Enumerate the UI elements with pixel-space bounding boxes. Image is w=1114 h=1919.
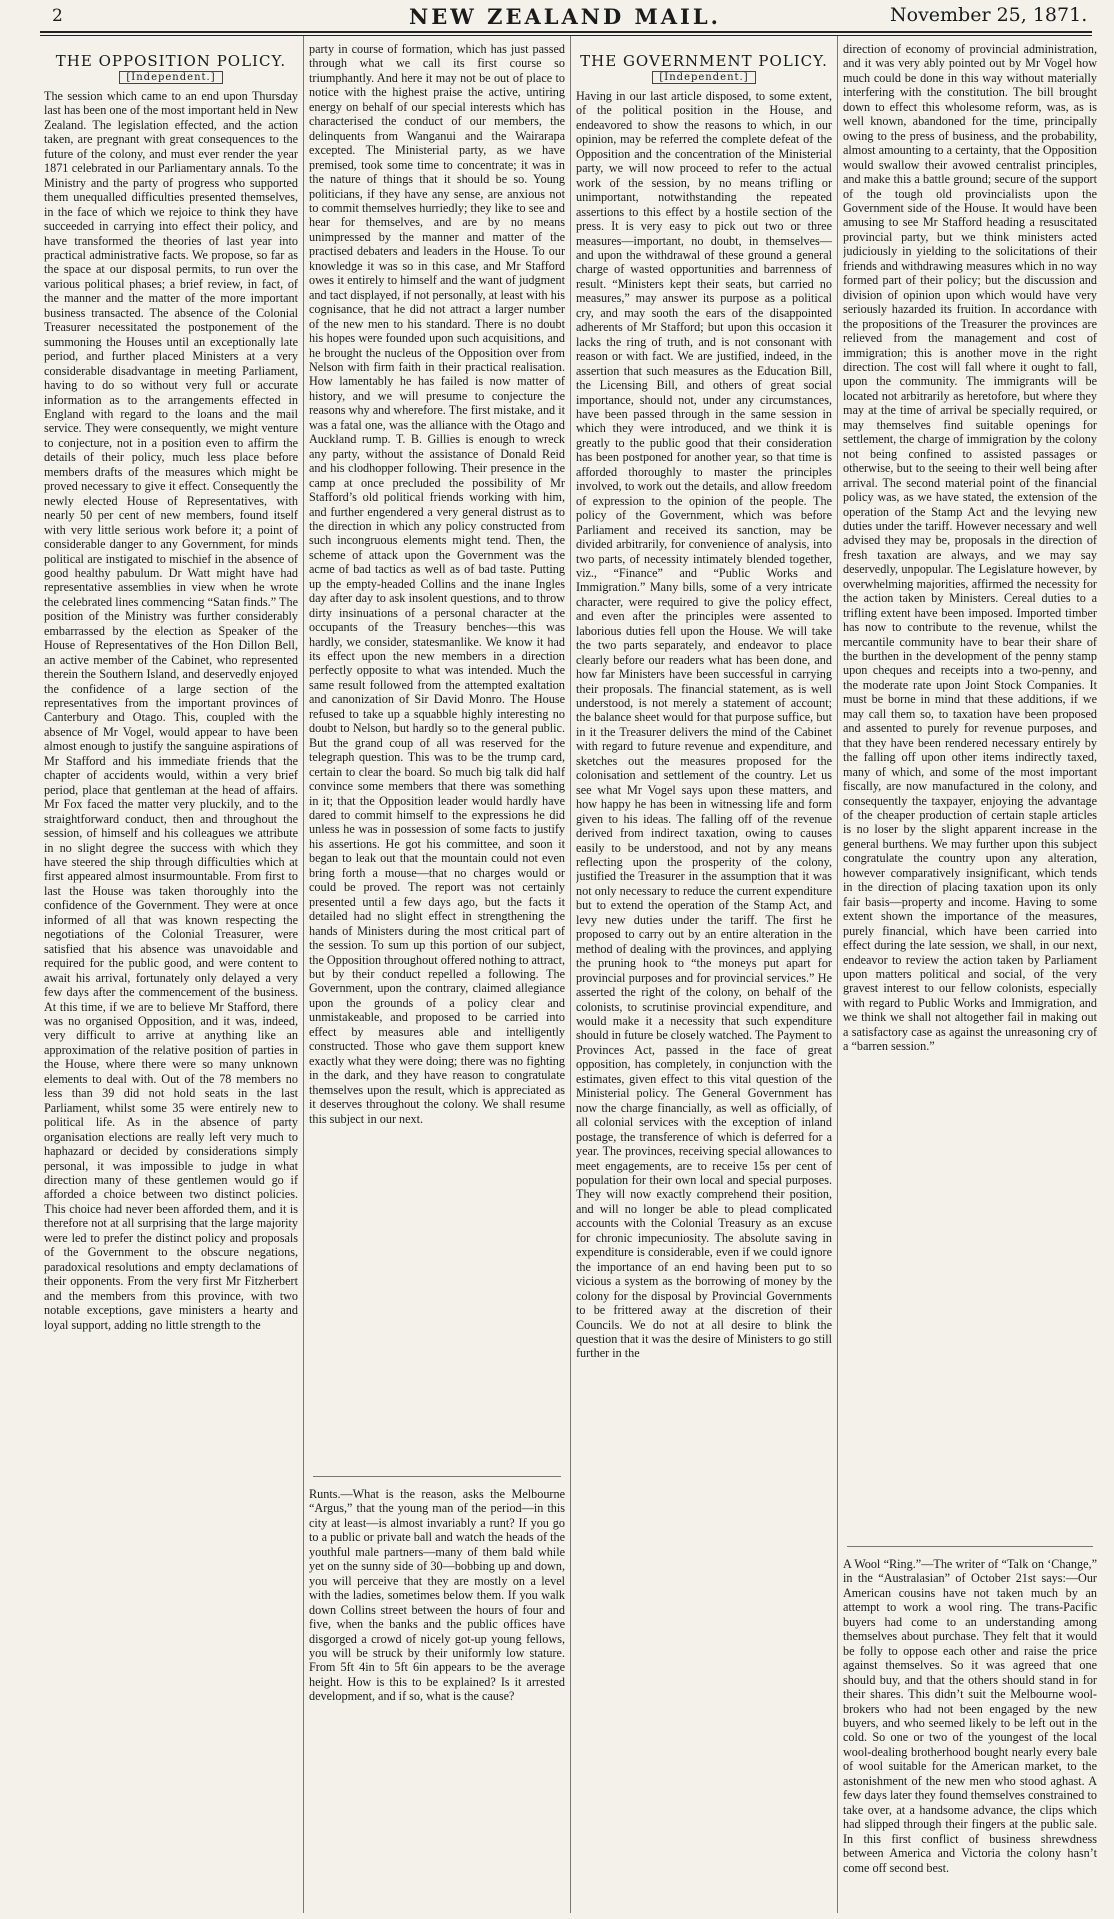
page-number: 2 <box>52 6 63 26</box>
masthead <box>0 0 1114 30</box>
column-1 <box>44 42 298 1913</box>
newspaper-title: NEW ZEALAND MAIL. <box>409 4 721 29</box>
article-separator <box>313 1476 561 1477</box>
article-headline: THE GOVERNMENT POLICY. <box>580 52 828 70</box>
column-3 <box>576 42 832 1913</box>
article-body-continued: direction of economy of provincial administration, and it was very ably pointed out by Mr Vogel how much could be done in this way without materially interfering with the constitution. The bill brought down to effect this wholesome reform, was, as is well known, abandoned for the time, principally owing to the press of business, and the probability, almost amounting to a certainty, that the Opposition would swallow their avowed centralist principles, and make this a battle ground; secure of the support of the tough old provincialists upon the Government side of the House. It would have been amusing to see Mr Stafford heading a resuscitated provincial party, but we think ministers acted judiciously in yielding to the solicitations of their friends and withdrawing measures which in no way formed part of their policy; but the discussion and division of opinion upon which would have very seriously hazarded its fruition. In accordance with the propositions of the Treasurer the provinces are relieved from the management and cost of immigration; this is another move in the right direction. The cost will fall where it ought to fall, upon the community. The immigrants will be located not arbitrarily as heretofore, but where they may at the time of arrival be specially required, or may themselves find suitable openings for settlement, the charge of immigration by the colony not being confined to assisted passages or otherwise, but to the seeing to their well being after arrival. The second material point of the financial policy was, as we have stated, the extension of the operation of the Stamp Act and the levying new duties under the tariff. However necessary and well advised they may be, proposals in the direction of fresh taxation are always, and we may say deservedly, unpopular. The Legislature however, by overwhelming majorities, affirmed the necessity for the action taken by Ministers. Cereal duties to a trifling extent have been imposed. Imported timber has now to contribute to the revenue, whilst the mercantile community have to bear their share of the burthen in the development of the penny stamp upon cheques and receipts into a two-penny, and the moderate rate upon Joint Stock Companies. It must be borne in mind that these additions, if we may call them so, to taxation have been proposed and assented to purely for revenue purposes, and that they have been rendered necessary entirely by the falling off upon other items indirectly taxed, many of which, and some of the most important fiscally, are now manufactured in the colony, and consequently the taxpayer, enjoying the advantage of the cheaper production of certain staple articles is no loser by the slight apparent increase in the general burthens. We may further upon this subject congratulate the country upon any alteration, however comparatively insignificant, which tends in the direction of placing taxation upon its only fair basis—property and income. Having to some extent shown the importance of the measures, purely financial, which have been carried into effect during the late session, we shall, in our next, endeavor to review the action taken by Parliament upon matters political and social, of the very gravest interest to our fellow colonists, especially with regard to Public Works and Immigration, and we think we shall not altogether fail in making out a satisfactory case as against the unreasoning cry of a “barren session.” <box>843 42 1097 1054</box>
column-divider <box>837 36 838 1913</box>
article-body: Having in our last article disposed, to some extent, of the political position in the House, and endeavored to show the reasons to which, in our opinion, may be referred the complete defeat of the Opposition and the concentration of the Ministerial party, we will now proceed to refer to the actual work of the session, by no means trifling or unimportant, notwithstanding the repeated assertions to this effect by a hostile section of the press. It is very easy to pick out two or three measures—important, no doubt, in themselves—and upon the withdrawal of these ground a general charge of wasted opportunities and barrenness of result. “Ministers kept their seats, but carried no measures,” may answer its purpose as a political cry, and may sooth the ears of the disappointed adherents of Mr Stafford; but upon this occasion it lacks the ring of truth, and is not consonant with reason or with fact. We are justified, indeed, in the assertion that such measures as the Education Bill, the Licensing Bill, and others of great social importance, should not, under any circumstances, have been passed through in the same session in which they were introduced, and we think it is greatly to the public good that their consideration has been postponed for another year, so that time is afforded thoroughly to master the principles involved, to work out the details, and allow freedom of expression to the opinion of the people. The policy of the Government, which was before Parliament and received its sanction, may be divided arbitrarily, for convenience of analysis, into two parts, of necessity intimately blended together, viz., “Finance” and “Public Works and Immigration.” Many bills, some of a very intricate character, were required to give the policy effect, and even after the principles were assented to laborious duties fell upon the House. We will take the two parts separately, and endeavor to place clearly before our readers what has been done, and how far Ministers have been successful in carrying their proposals. The financial statement, as is well understood, is not merely a statement of account; the balance sheet would for that purpose suffice, but in it the Treasurer delivers the mind of the Cabinet with regard to future revenue and expenditure, and sketches out the measures proposed for the colonisation and settlement of the country. Let us see what Mr Vogel says upon these matters, and how happy he has been in witnessing life and form given to his ideas. The falling off of the revenue derived from indirect taxation, owing to causes easily to be understood, and not by any means reflecting upon the prosperity of the colony, justified the Treasurer in the assumption that it was not only necessary to reduce the current expenditure but to extend the operation of the Stamp Act, and levy new duties under the tariff. The first he proposed to carry out by an entire alteration in the method of dealing with the provinces, and applying the pruning hook to “the moneys put apart for provincial purposes and for provincial services.” He asserted the right of the colony, on behalf of the colonists, to scrutinise provincial expenditure, and would make it a necessity that such expenditure should in future be closely watched. The Payment to Provinces Act, passed in the face of great opposition, has completely, in conjunction with the estimates, given effect to this vital question of the Ministerial policy. The General Government has now the charge financially, as well as officially, of all colonial services with the exception of inland postage, the transference of which is deferred for a year. The provinces, receiving special allowances to meet engagements, are to receive 15s per cent of population for their own local and special purposes. They will now exactly comprehend their position, and will no longer be able to plead complicated accounts with the Colonial Treasury as an excuse for chronic impecuniosity. The absolute saving in expenditure is considerable, even if we could ignore the importance of an end having been put to so vicious a system as the borrowing of money by the colony for the disposal by Provincial Governments to be frittered away at the discretion of their Councils. We do not at all desire to blink the question that it was the desire of Ministers to go still further in the <box>576 89 832 1361</box>
article-body-continued: party in course of formation, which has just passed through what we call its first course so triumphantly. And here it may not be out of place to notice with the highest praise the active, untiring energy on behalf of our special interests which has characterised the conduct of our members, the delinquents from Wanganui and the Wairarapa excepted. The Ministerial party, as we have premised, took some time to concentrate; it was in the nature of things that it should be so. Young politicians, if they have any sense, are anxious not to commit themselves hurriedly; they like to see and hear for themselves, and are by no means unimpressed by the manner and matter of the practised debaters and leaders in the House. To our knowledge it was so in this case, and Mr Stafford owes it entirely to himself and the want of judgment and tact displayed, if not personally, at least with his cognisance, that he did not attract a larger number of the new men to his standard. There is no doubt his hopes were founded upon such acquisitions, and he brought the nucleus of the Opposition over from Nelson with firm faith in their practical realisation. How lamentably he has failed is now matter of history, and we will presume to conjecture the reasons why and wherefore. The first mistake, and it was a fatal one, was the alliance with the Otago and Auckland rump. T. B. Gillies is enough to wreck any party, without the assistance of Donald Reid and his clodhopper following. Their presence in the camp at once precluded the possibility of Mr Stafford’s old political friends working with him, and further engendered a very general distrust as to the direction in which any policy constructed from such incongruous elements might tend. Then, the scheme of attack upon the Government was the acme of bad tactics as well as of bad taste. Putting up the empty-headed Collins and the inane Ingles day after day to ask insolent questions, and to throw dirty insinuations of a personal character at the occupants of the Treasury benches—this was hardly, we consider, statesmanlike. We know it had its effect upon the new members in a direction perfectly opposite to what was intended. Much the same result followed from the attempted exaltation and canonization of Sir David Monro. The House refused to take up a squabble highly interesting no doubt to Nelson, but hardly so to the general public. But the grand coup of all was reserved for the telegraph question. This was to be the trump card, certain to clear the board. So much big talk did half convince some members that there was something in it; that the Opposition leader would hardly have dared to commit himself to the expressions he did unless he was in possession of some facts to justify his assertions. He got his committee, and soon it began to leak out that the mountain could not even bring forth a mouse—that no charges would or could be proved. The report was not certainly presented until a few days ago, but the facts it detailed had no slight effect in strengthening the hands of Ministers during the most critical part of the session. To sum up this portion of our subject, the Opposition throughout offered nothing to attract, but by their conduct repelled a following. The Government, upon the contrary, claimed allegiance upon the grounds of a policy clear and unmistakeable, and proposed to be carried into effect by measures able and intelligently constructed. Those who gave them support knew exactly what they were doing; there was no fighting in the dark, and they have reason to congratulate themselves upon the result, which is appreciated as it deserves throughout the colony. We shall resume this subject in our next. <box>309 42 565 1126</box>
column-2 <box>309 42 565 1913</box>
masthead-rule <box>40 31 1092 33</box>
article-separator <box>847 1546 1093 1547</box>
column-4 <box>843 42 1097 1913</box>
paragraph-runts: Runts.—What is the reason, asks the Melbourne “Argus,” that the young man of the period—in this city at least—is almost invariably a runt? If you go to a public or private ball and watch the heads of the youthful male partners—many of them bald while yet on the sunny side of 30—bobbing up and down, you will perceive that they are mostly on a level with the ladies, sometimes below them. If you walk down Collins street between the hours of four and five, when the banks and the public offices have disgorged a crowd of nicely got-up young fellows, you will be struck by their uniformly low stature. From 5ft 4in to 5ft 6in appears to be the average height. How is this to be explained? Is it arrested development, and if so, what is the cause? <box>309 1487 565 1704</box>
issue-date: November 25, 1871. <box>890 4 1088 26</box>
article-tag: [Independent.] <box>652 71 755 84</box>
column-divider <box>570 36 571 1913</box>
article-tag: [Independent.] <box>119 71 222 84</box>
article-body: The session which came to an end upon Thursday last has been one of the most important held in New Zealand. The legislation effected, and the action taken, are pregnant with great consequences to the future of the colony, and must ever render the year 1871 celebrated in our Parliamentary annals. To the Ministry and the party of progress who supported them unequalled difficulties presented themselves, in the face of which we rejoice to think they have succeeded in carrying into effect their policy, and have transformed the theories of last year into practical administrative facts. We propose, so far as the space at our disposal permits, to run over the various political phases; a brief review, in fact, of the manner and the matter of the more important business transacted. The absence of the Colonial Treasurer necessitated the postponement of the summoning the Houses until an exceptionally late period, and further placed Ministers at a very considerable disadvantage in meeting Parliament, having to do so without very full or accurate information as to the arrangements effected in England with regard to the loans and the mail service. They were consequently, we might venture to conjecture, not in a position even to affirm the details of their policy, much less place before members drafts of the measures which might be proved necessary to give it effect. Consequently the newly elected House of Representatives, with nearly 50 per cent of new members, found itself with very little serious work before it; a point of considerable danger to any Government, for minds political are instigated to mischief in the absence of good healthy pabulum. Dr Watt might have had representative assemblies in view when he wrote the celebrated lines commencing “Satan finds.” The position of the Ministry was further considerably embarrassed by the election as Speaker of the House of Representatives of the Hon Dillon Bell, an active member of the Cabinet, who represented therein the Southern Island, and deservedly enjoyed the confidence of a large section of the representatives from the important provinces of Canterbury and Otago. This, coupled with the absence of Mr Vogel, would appear to have been almost enough to justify the sanguine aspirations of Mr Stafford and his immediate friends that the chapter of accidents would, within a very brief period, place that gentleman at the head of affairs. Mr Fox faced the matter very pluckily, and to the straightforward conduct, then and throughout the session, of himself and his colleagues we attribute in no slight degree the success with which they have steered the ship through difficulties which at first appeared almost insurmountable. From first to last the House was taken thoroughly into the confidence of the Government. They were at once informed of all that was known respecting the negotiations of the Colonial Treasurer, were satisfied that his absence was unavoidable and required for the public good, and were content to await his arrival, fortunately only delayed a very few days after the commencement of the business. At this time, if we are to believe Mr Stafford, there was no organised Opposition, and it was, indeed, very difficult to arrive at anything like an approximation of the relative position of parties in the House, where there were so many unknown elements to deal with. Out of the 78 members no less than 39 did not hold seats in the last Parliament, whilst some 35 were entirely new to political life. As in the absence of party organisation elections are really left very much to haphazard or decided by considerations simply personal, it was impossible to judge in what direction many of these gentlemen would go if afforded a choice between two distinct policies. This choice had never been afforded them, and it is therefore not at all surprising that the large majority were led to prefer the distinct policy and proposals of the Government to the obscure negations, paradoxical resolutions and empty declamations of their opponents. From the very first Mr Fitzherbert and the members from this province, with two notable exceptions, gave ministers a hearty and loyal support, adding no little strength to the <box>44 89 298 1332</box>
article-headline: THE OPPOSITION POLICY. <box>55 52 287 70</box>
column-divider <box>303 36 304 1913</box>
masthead-rule-thin <box>40 35 1092 36</box>
paragraph-wool-ring: A Wool “Ring.”—The writer of “Talk on ‘Change,” in the “Australasian” of October 21st says:—Our American cousins have not taken much by an attempt to work a wool ring. The trans-Pacific buyers had come to an understanding among themselves about purchase. They felt that it would be folly to oppose each other and raise the price against themselves. So it was agreed that one should buy, and that the others should stand in for their shares. This didn’t suit the Melbourne wool-brokers who had not been engaged by the new buyers, and who seemed likely to be left out in the cold. So one or two of the youngest of the local wool-dealing brotherhood bought nearly every bale of wool suitable for the American market, to the astonishment of the new men who stood aghast. A few days later they found themselves constrained to take over, at a handsome advance, the clips which had slipped through their fingers at the public sale. In this first conflict of business shrewdness between America and Victoria the colony hasn’t come off second best. <box>843 1557 1097 1875</box>
